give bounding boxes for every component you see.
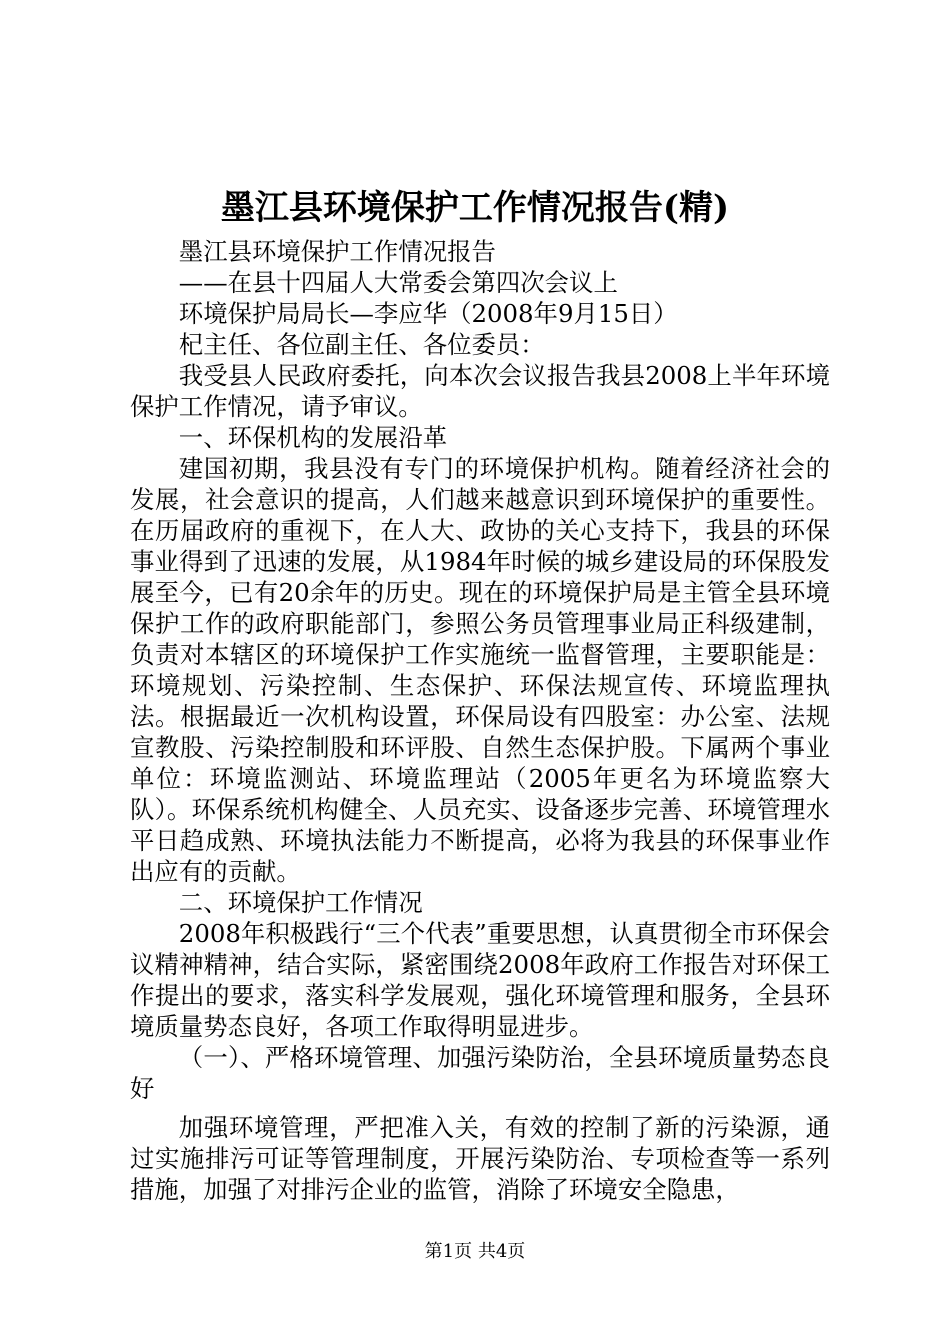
meeting-subtitle: ——在县十四届人大常委会第四次会议上 bbox=[178, 268, 618, 297]
speaker-line: 环境保护局局长—李应华（2008年9月15日） bbox=[178, 299, 678, 328]
section-heading-1: 一、环保机构的发展沿革 bbox=[178, 423, 448, 452]
salutation: 杞主任、各位副主任、各位委员： bbox=[178, 330, 545, 359]
section-heading-2: 二、环境保护工作情况 bbox=[178, 888, 423, 917]
page-footer: 第1页 共4页 bbox=[424, 1241, 526, 1262]
intro-paragraph: 我受县人民政府委托，向本次会议报告我县2008上半年环境保护工作情况，请予审议。 bbox=[130, 361, 830, 421]
body-paragraph: 加强环境管理，严把准入关，有效的控制了新的污染源，通过实施排污可证等管理制度，开展污染防治、专项检查等一系列措施，加强了对排污企业的监管，消除了环境安全隐患， bbox=[130, 1113, 830, 1204]
document-title: 墨江县环境保护工作情况报告(精) bbox=[220, 188, 730, 228]
body-paragraph: 2008年积极践行“三个代表”重要思想，认真贯彻全市环保会议精神精神，结合实际，紧密围绕2008年政府工作报告对环保工作提出的要求，落实科学发展观，强化环境管理和服务，全县环境质量势态良好，各项工作取得明显进步。 bbox=[130, 919, 830, 1041]
subsection-heading-1: （一）、严格环境管理、加强污染防治，全县环境质量势态良好 bbox=[130, 1043, 830, 1103]
body-paragraph: 建国初期，我县没有专门的环境保护机构。随着经济社会的发展，社会意识的提高，人们越来越意识到环境保护的重要性。在历届政府的重视下，在人大、政协的关心支持下，我县的环保事业得到了迅速的发展，从1984年时候的城乡建设局的环保股发展至今，已有20余年的历史。现在的环境保护局是主管全县环境保护工作的政府职能部门，参照公务员管理事业局正科级建制，负责对本辖区的环境保护工作实施统一监督管理，主要职能是：环境规划、污染控制、生态保护、环保法规宣传、环境监理执法。根据最近一次机构设置，环保局设有四股室：办公室、法规宣教股、污染控制股和环评股、自然生态保护股。下属两个事业单位：环境监测站、环境监理站（2005年更名为环境监察大队）。环保系统机构健全、人员充实、设备逐步完善、环境管理水平日趋成熟、环境执法能力不断提高，必将为我县的环保事业作出应有的贡献。 bbox=[130, 454, 830, 886]
document-body bbox=[130, 236, 830, 1205]
report-heading: 墨江县环境保护工作情况报告 bbox=[178, 237, 496, 266]
